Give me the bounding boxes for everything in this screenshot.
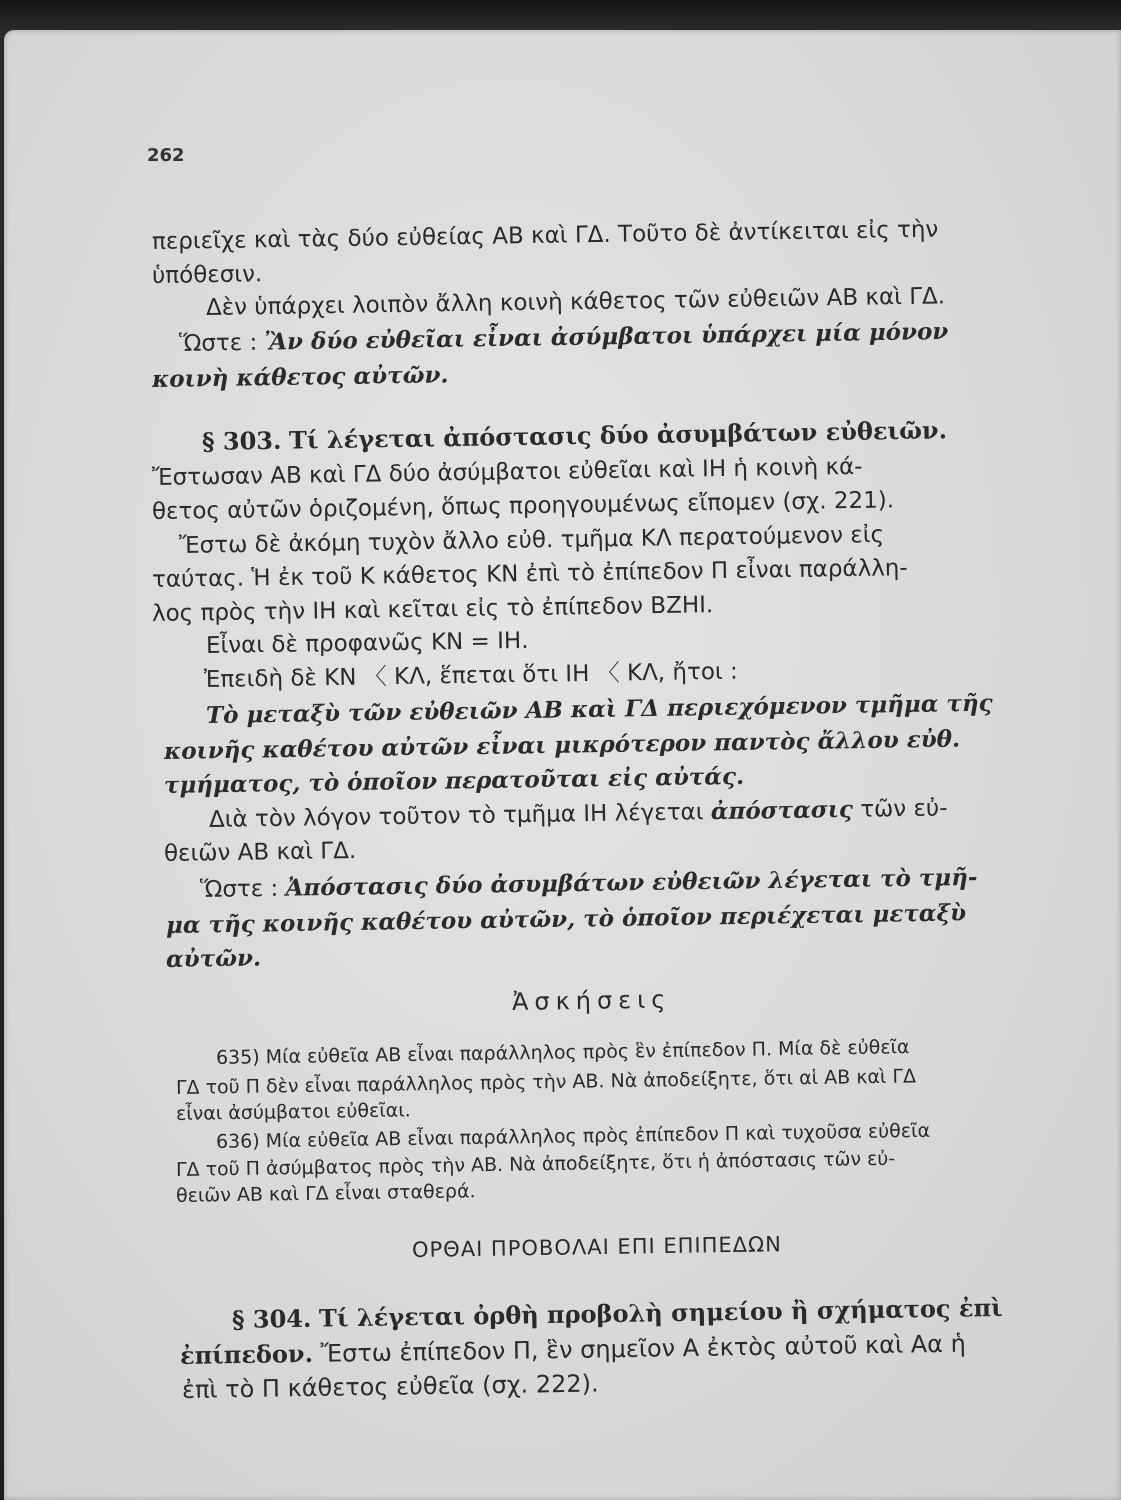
text-line: θειῶν ΑΒ καὶ ΓΔ.: [163, 837, 357, 867]
theorem-text: κοινῆς καθέτου αὐτῶν εἶναι μικρότερον παντὸς ἄλλου εὐθ.: [163, 725, 961, 765]
definition-text: αὐτῶν.: [165, 944, 262, 973]
hence-label: Ὥστε :: [199, 875, 279, 903]
exercise-line: εἶναι ἀσύμβατοι εὐθεῖαι.: [175, 1099, 411, 1125]
book-page: [4, 30, 1121, 1500]
term-distance: ἀπόστασις: [710, 795, 854, 826]
text-line: Ἔστω δὲ ἀκόμη τυχὸν ἄλλο εὐθ. τμῆμα ΚΛ περατούμενον εἰς: [178, 521, 885, 559]
hence-label: Ὥστε :: [178, 329, 258, 357]
section-title: ἐπίπεδον.: [179, 1338, 314, 1370]
text-line: Ἐπειδὴ δὲ ΚΝ 〈 ΚΛ, ἕπεται ὅτι ΙΗ 〈 ΚΛ, ἤτοι :: [203, 658, 738, 693]
text-segment: Ἔστω ἐπίπεδον Π, ἓν σημεῖον Α ἐκτὸς αὐτοῦ καὶ Αα ἡ: [320, 1329, 967, 1368]
exercise-line: 636) Μία εὐθεῖα ΑΒ εἶναι παράλληλος πρὸς ἐπίπεδον Π καὶ τυχοῦσα εὐθεῖα: [215, 1119, 931, 1153]
text-line: θετος αὐτῶν ὁριζομένη, ὅπως προηγουμένως εἴπομεν (σχ. 221).: [151, 487, 895, 525]
section-title: Τί λέγεται ἀπόστασις δύο ἀσυμβάτων εὐθειῶν.: [288, 415, 948, 455]
exercise-line: ΓΔ τοῦ Π δὲν εἶναι παράλληλος πρὸς τὴν ΑΒ. Νὰ ἀποδείξητε, ὅτι αἱ ΑΒ καὶ ΓΔ: [175, 1065, 917, 1099]
chapter-heading: ΟΡΘΑΙ ΠΡΟΒΟΛΑΙ ΕΠΙ ΕΠΙΠΕΔΩΝ: [411, 1232, 782, 1262]
text-line: περιεῖχε καὶ τὰς δύο εὐθείας ΑΒ καὶ ΓΔ. Τοῦτο δὲ ἀντίκειται εἰς τὴν: [151, 216, 939, 255]
page-text: [4, 30, 1121, 1500]
theorem-text: Ἂν δύο εὐθεῖαι εἶναι ἀσύμβατοι ὑπάρχει μία μόνον: [264, 317, 949, 356]
exercise-line: ΓΔ τοῦ Π ἀσύμβατος πρὸς τὴν ΑΒ. Νὰ ἀποδείξητε, ὅτι ἡ ἀπόστασις τῶν εὐ-: [175, 1147, 896, 1181]
section-title: Τί λέγεται ὀρθὴ προβολὴ σημείου ἢ σχήματος ἐπὶ: [318, 1292, 1003, 1333]
text-segment: Διὰ τὸν λόγον τοῦτον τὸ τμῆμα ΙΗ λέγεται: [208, 799, 704, 833]
definition-text: μα τῆς κοινῆς καθέτου αὐτῶν, τὸ ὁποῖον περιέχεται μεταξὺ: [165, 899, 967, 939]
section-number: § 303.: [201, 425, 282, 456]
text-line: ἐπὶ τὸ Π κάθετος εὐθεῖα (σχ. 222).: [181, 1369, 599, 1404]
section-number: § 304.: [231, 1303, 312, 1334]
definition-text: Ἀπόστασις δύο ἀσυμβάτων εὐθειῶν λέγεται τὸ τμῆ-: [285, 863, 978, 902]
text-line: Ἔστωσαν ΑΒ καὶ ΓΔ δύο ἀσύμβατοι εὐθεῖαι καὶ ΙΗ ἡ κοινὴ κά-: [151, 453, 863, 491]
theorem-text: Τὸ μεταξὺ τῶν εὐθειῶν ΑΒ καὶ ΓΔ περιεχόμενον τμῆμα τῆς: [205, 689, 993, 729]
section-303-heading: [202, 416, 947, 456]
theorem-line: [179, 318, 949, 358]
definition-line: [200, 864, 978, 904]
text-line: [209, 794, 948, 834]
exercise-line: θειῶν ΑΒ καὶ ΓΔ εἶναι σταθερά.: [175, 1180, 476, 1207]
text-segment: τῶν εὐ-: [860, 795, 948, 823]
section-304-heading: [232, 1294, 1003, 1334]
text-line: Εἶναι δὲ προφανῶς ΚΝ = ΙΗ.: [205, 627, 529, 659]
text-line: ὑπόθεσιν.: [151, 261, 263, 289]
page-number: 262: [147, 145, 185, 166]
text-line: Δὲν ὑπάρχει λοιπὸν ἄλλη κοινὴ κάθετος τῶν εὐθειῶν ΑΒ καὶ ΓΔ.: [205, 283, 946, 321]
exercises-heading: Ἀσκήσεις: [511, 985, 672, 1016]
theorem-text: κοινὴ κάθετος αὐτῶν.: [151, 361, 449, 393]
text-line: ταύτας. Ἡ ἐκ τοῦ Κ κάθετος ΚΝ ἐπὶ τὸ ἐπίπεδον Π εἶναι παράλλη-: [151, 555, 908, 593]
exercise-line: 635) Μία εὐθεῖα ΑΒ εἶναι παράλληλος πρὸς ἓν ἐπίπεδον Π. Μία δὲ εὐθεῖα: [215, 1036, 910, 1069]
theorem-text: τμήματος, τὸ ὁποῖον περατοῦται εἰς αὐτάς.: [163, 762, 745, 799]
text-line: [180, 1330, 966, 1370]
text-line: λος πρὸς τὴν ΙΗ καὶ κεῖται εἰς τὸ ἐπίπεδον ΒΖΗΙ.: [151, 592, 714, 627]
